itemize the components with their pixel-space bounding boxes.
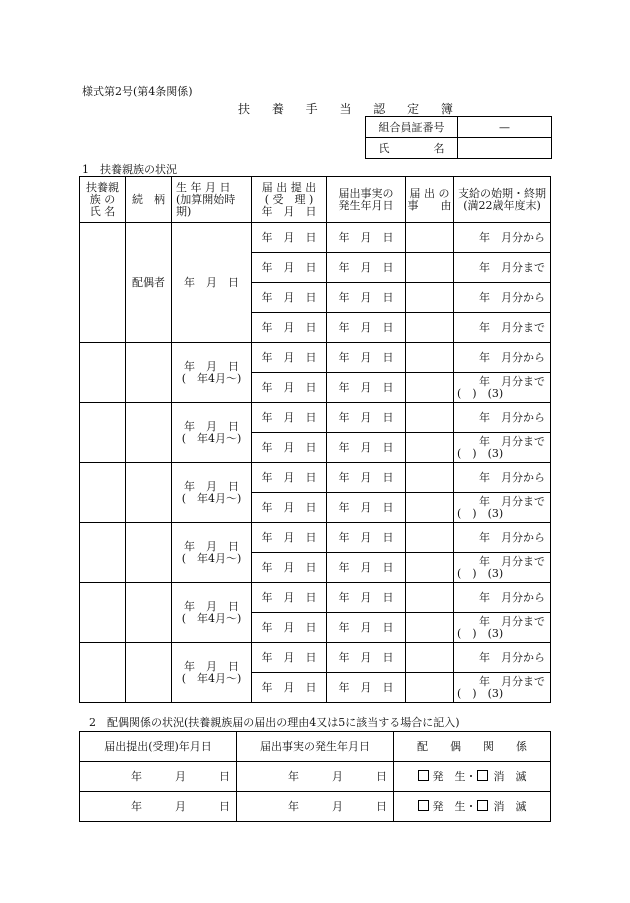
rel-header-relation: 配 偶 関 係 — [394, 732, 551, 762]
filed-date-field[interactable]: 年 月 日 — [252, 343, 327, 373]
event-date-field[interactable]: 年 月 日 — [327, 643, 406, 673]
period-field[interactable]: 年 月分まで ( ) (3) — [454, 373, 551, 403]
section2-title: 2 配偶関係の状況(扶養親族届の届出の理由4又は5に該当する場合に記入) — [89, 716, 460, 729]
end-label: 消 滅 — [493, 800, 527, 813]
birth-label: 発 生・ — [432, 770, 477, 783]
event-date-field[interactable]: 年 月 日 — [327, 433, 406, 463]
filed-date-field[interactable]: 年 月 日 — [252, 463, 327, 493]
dependent-name-field[interactable] — [80, 403, 126, 463]
dependent-name-field[interactable] — [80, 583, 126, 643]
event-date-field[interactable]: 年 月 日 — [327, 553, 406, 583]
period-field[interactable]: 年 月分から — [454, 283, 551, 313]
member-name-field[interactable] — [458, 138, 552, 159]
reason-field[interactable] — [406, 493, 454, 523]
end-checkbox[interactable] — [477, 770, 488, 781]
filed-date-field[interactable]: 年 月 日 — [252, 403, 327, 433]
table-row — [80, 403, 551, 433]
header-period: 支給の始期・終期 (満22歳年度末) — [454, 177, 551, 223]
period-field[interactable]: 年 月分まで — [454, 313, 551, 343]
rel-header-row — [80, 732, 551, 762]
period-field[interactable]: 年 月分から — [454, 223, 551, 253]
event-date-field[interactable]: 年 月 日 — [327, 253, 406, 283]
period-field[interactable]: 年 月分から — [454, 403, 551, 433]
event-date-field[interactable]: 年 月 日 — [327, 523, 406, 553]
birth-checkbox[interactable] — [418, 800, 429, 811]
filed-date-field[interactable]: 年 月 日 — [252, 613, 327, 643]
period-field[interactable]: 年 月分まで ( ) (3) — [454, 673, 551, 703]
marital-status-table — [79, 731, 551, 822]
period-field[interactable]: 年 月分から — [454, 463, 551, 493]
birth-date-field[interactable]: 年 月 日 ( 年4月〜) — [172, 523, 252, 583]
member-info-table — [365, 116, 552, 159]
birth-date-field[interactable]: 年 月 日 ( 年4月〜) — [172, 463, 252, 523]
reason-field[interactable] — [406, 343, 454, 373]
filed-date-field[interactable]: 年 月 日 — [252, 283, 327, 313]
member-name-label: 氏 名 — [366, 138, 458, 159]
table-row — [80, 523, 551, 553]
event-date-field[interactable]: 年 月 日 — [327, 403, 406, 433]
reason-field[interactable] — [406, 613, 454, 643]
dependents-table — [79, 176, 551, 703]
table-row — [80, 583, 551, 613]
table-row — [80, 792, 551, 822]
birth-date-field[interactable]: 年 月 日 ( 年4月〜) — [172, 583, 252, 643]
period-field[interactable]: 年 月分まで ( ) (3) — [454, 493, 551, 523]
table-row — [80, 223, 551, 253]
birth-date-field[interactable]: 年 月 日 — [172, 223, 252, 343]
period-field[interactable]: 年 月分まで — [454, 253, 551, 283]
header-filed: 届 出 提 出 ( 受 理 ) 年 月 日 — [252, 177, 327, 223]
period-field[interactable]: 年 月分から — [454, 643, 551, 673]
filed-date-field[interactable]: 年 月 日 — [252, 643, 327, 673]
member-number-field[interactable]: — — [458, 117, 552, 138]
period-field[interactable]: 年 月分から — [454, 343, 551, 373]
rel-header-filed: 届出提出(受理)年月日 — [80, 732, 237, 762]
event-date-field[interactable]: 年 月 日 — [327, 583, 406, 613]
reason-field[interactable] — [406, 313, 454, 343]
filed-date-field[interactable]: 年 月 日 — [252, 583, 327, 613]
relation-field[interactable] — [126, 343, 172, 403]
reason-field[interactable] — [406, 523, 454, 553]
event-date-field[interactable]: 年 月 日 — [327, 673, 406, 703]
period-field[interactable]: 年 月分まで ( ) (3) — [454, 433, 551, 463]
relation-field[interactable] — [126, 583, 172, 643]
header-row — [80, 177, 551, 223]
end-checkbox[interactable] — [477, 800, 488, 811]
birth-date-field[interactable]: 年 月 日 ( 年4月〜) — [172, 403, 252, 463]
rel-status-field[interactable] — [394, 762, 551, 792]
dependent-name-field[interactable] — [80, 643, 126, 703]
header-name: 扶養親 族 の 氏 名 — [80, 177, 126, 223]
reason-field[interactable] — [406, 283, 454, 313]
reason-field[interactable] — [406, 643, 454, 673]
period-field[interactable]: 年 月分から — [454, 583, 551, 613]
header-relation: 続 柄 — [126, 177, 172, 223]
end-label: 消 滅 — [493, 770, 527, 783]
header-birth: 生 年 月 日 (加算開始時 期) — [172, 177, 252, 223]
filed-date-field[interactable]: 年 月 日 — [252, 223, 327, 253]
member-number-label: 組合員証番号 — [366, 117, 458, 138]
table-row — [80, 762, 551, 792]
dependent-name-field[interactable] — [80, 223, 126, 343]
rel-event-date-field[interactable]: 年 月 日 — [237, 792, 394, 822]
filed-date-field[interactable]: 年 月 日 — [252, 493, 327, 523]
birth-label: 発 生・ — [432, 800, 477, 813]
birth-date-field[interactable]: 年 月 日 ( 年4月〜) — [172, 643, 252, 703]
form-label: 様式第2号(第4条関係) — [82, 85, 193, 98]
document-title: 扶 養 手 当 認 定 簿 — [238, 102, 462, 116]
event-date-field[interactable]: 年 月 日 — [327, 223, 406, 253]
table-row — [80, 343, 551, 373]
reason-field[interactable] — [406, 583, 454, 613]
section1-title: 1 扶養親族の状況 — [82, 163, 177, 176]
period-field[interactable]: 年 月分まで ( ) (3) — [454, 613, 551, 643]
reason-field[interactable] — [406, 673, 454, 703]
filed-date-field[interactable]: 年 月 日 — [252, 373, 327, 403]
table-row — [80, 643, 551, 673]
relation-field[interactable] — [126, 463, 172, 523]
rel-event-date-field[interactable]: 年 月 日 — [237, 762, 394, 792]
event-date-field[interactable]: 年 月 日 — [327, 343, 406, 373]
header-event: 届出事実の 発生年月日 — [327, 177, 406, 223]
table-row — [80, 463, 551, 493]
dependent-name-field[interactable] — [80, 463, 126, 523]
reason-field[interactable] — [406, 553, 454, 583]
dependent-name-field[interactable] — [80, 343, 126, 403]
event-date-field[interactable]: 年 月 日 — [327, 283, 406, 313]
rel-filed-date-field[interactable]: 年 月 日 — [80, 792, 237, 822]
relation-field[interactable] — [126, 523, 172, 583]
reason-field[interactable] — [406, 223, 454, 253]
reason-field[interactable] — [406, 403, 454, 433]
filed-date-field[interactable]: 年 月 日 — [252, 523, 327, 553]
relation-cell: 配偶者 — [126, 223, 172, 343]
filed-date-field[interactable]: 年 月 日 — [252, 673, 327, 703]
rel-header-event: 届出事実の発生年月日 — [237, 732, 394, 762]
header-reason: 届 出 の 事 由 — [406, 177, 454, 223]
event-date-field[interactable]: 年 月 日 — [327, 313, 406, 343]
reason-field[interactable] — [406, 373, 454, 403]
period-field[interactable]: 年 月分から — [454, 523, 551, 553]
event-date-field[interactable]: 年 月 日 — [327, 493, 406, 523]
rel-filed-date-field[interactable]: 年 月 日 — [80, 762, 237, 792]
reason-field[interactable] — [406, 253, 454, 283]
period-field[interactable]: 年 月分まで ( ) (3) — [454, 553, 551, 583]
dependent-name-field[interactable] — [80, 523, 126, 583]
reason-field[interactable] — [406, 463, 454, 493]
event-date-field[interactable]: 年 月 日 — [327, 373, 406, 403]
reason-field[interactable] — [406, 433, 454, 463]
filed-date-field[interactable]: 年 月 日 — [252, 433, 327, 463]
birth-date-field[interactable]: 年 月 日 ( 年4月〜) — [172, 343, 252, 403]
rel-status-field[interactable] — [394, 792, 551, 822]
filed-date-field[interactable]: 年 月 日 — [252, 253, 327, 283]
event-date-field[interactable]: 年 月 日 — [327, 463, 406, 493]
event-date-field[interactable]: 年 月 日 — [327, 613, 406, 643]
relation-field[interactable] — [126, 643, 172, 703]
birth-checkbox[interactable] — [418, 770, 429, 781]
filed-date-field[interactable]: 年 月 日 — [252, 553, 327, 583]
filed-date-field[interactable]: 年 月 日 — [252, 313, 327, 343]
relation-field[interactable] — [126, 403, 172, 463]
